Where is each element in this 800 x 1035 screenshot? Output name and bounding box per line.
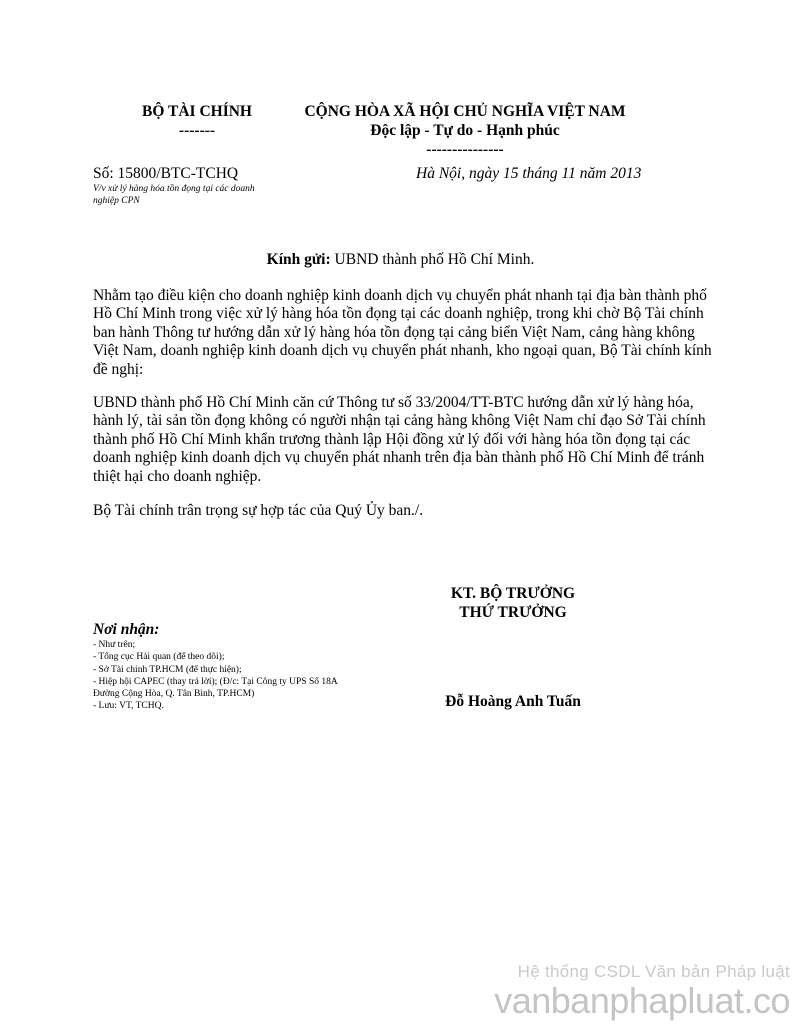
recipient-item: - Lưu: VT, TCHQ.: [93, 701, 164, 712]
signature-title-2: THỨ TRƯỞNG: [459, 604, 567, 621]
ministry-rule: -------: [178, 122, 216, 139]
salutation-recipient: UBND thành phố Hồ Chí Minh.: [330, 251, 535, 268]
document-number: Số: 15800/BTC-TCHQ: [93, 165, 239, 182]
recipient-item: - Hiệp hội CAPEC (thay trả lời); (Đ/c: Tại Công ty UPS Số 18A Đường Cộng Hòa, Q. Tân Bình, TP.HCM): [93, 676, 338, 700]
recipient-item: - Như trên;: [93, 640, 136, 650]
ministry-name: BỘ TÀI CHÍNH: [142, 103, 252, 120]
document-subject: V/v xử lý hàng hóa tồn đọng tại các doanh nghiệp CPN: [93, 184, 255, 206]
signature-block: [408, 584, 618, 622]
national-header: [290, 102, 640, 159]
recipients-list: [93, 639, 363, 713]
body-paragraph-3: Bộ Tài chính trân trọng sự hợp tác của Quý Ủy ban./.: [93, 502, 424, 519]
watermark-line-2: vanbanphapluat.co: [494, 980, 790, 1021]
body-paragraph-1: Nhằm tạo điều kiện cho doanh nghiệp kinh doanh dịch vụ chuyển phát nhanh tại địa bàn thành phố Hồ Chí Minh trong việc xử lý hàng hóa tồn đọng tại các doanh nghiệp, trong khi chờ Bộ Tài chính ban hành Thông tư hướng dẫn xử lý hàng hóa tồn đọng tại cảng biển Việt Nam, cảng hàng không Việt Nam, doanh nghiệp kinh doanh dịch vụ chuyển phát nhanh, kho ngoại quan, Bộ Tài chính kính đề nghị:: [93, 287, 712, 378]
motto-rule: ---------------: [426, 141, 504, 158]
recipient-item: - Tổng cục Hải quan (để theo dõi);: [93, 652, 225, 663]
watermark-line-1: Hệ thống CSDL Văn bản Pháp luật: [517, 962, 790, 981]
recipients-title: Nơi nhận:: [93, 621, 160, 638]
salutation-label: Kính gửi:: [266, 251, 331, 268]
signature-title-1: KT. BỘ TRƯỞNG: [450, 585, 576, 602]
place-date: Hà Nội, ngày 15 tháng 11 năm 2013: [416, 165, 642, 182]
recipient-item: - Sở Tài chính TP.HCM (để thực hiện);: [93, 664, 242, 675]
body-paragraph-2: UBND thành phố Hồ Chí Minh căn cứ Thông tư số 33/2004/TT-BTC hướng dẫn xử lý hàng hóa, hành lý, tài sản tồn đọng không có người nhận tại cảng hàng không Việt Nam chỉ đạo Sở Tài chính thành phố Hồ Chí Minh khẩn trương thành lập Hội đồng xử lý đối với hàng hóa tồn đọng tại các doanh nghiệp kinh doanh dịch vụ chuyển phát nhanh trên địa bàn thành phố Hồ Chí Minh để tránh thiệt hại cho doanh nghiệp.: [93, 394, 706, 485]
ministry-header: [92, 102, 302, 140]
motto: Độc lập - Tự do - Hạnh phúc: [370, 122, 560, 139]
salutation: [93, 251, 708, 269]
signer-name: Đỗ Hoàng Anh Tuấn: [445, 693, 581, 710]
nation-name: CỘNG HÒA XÃ HỘI CHỦ NGHĨA VIỆT NAM: [304, 103, 626, 120]
